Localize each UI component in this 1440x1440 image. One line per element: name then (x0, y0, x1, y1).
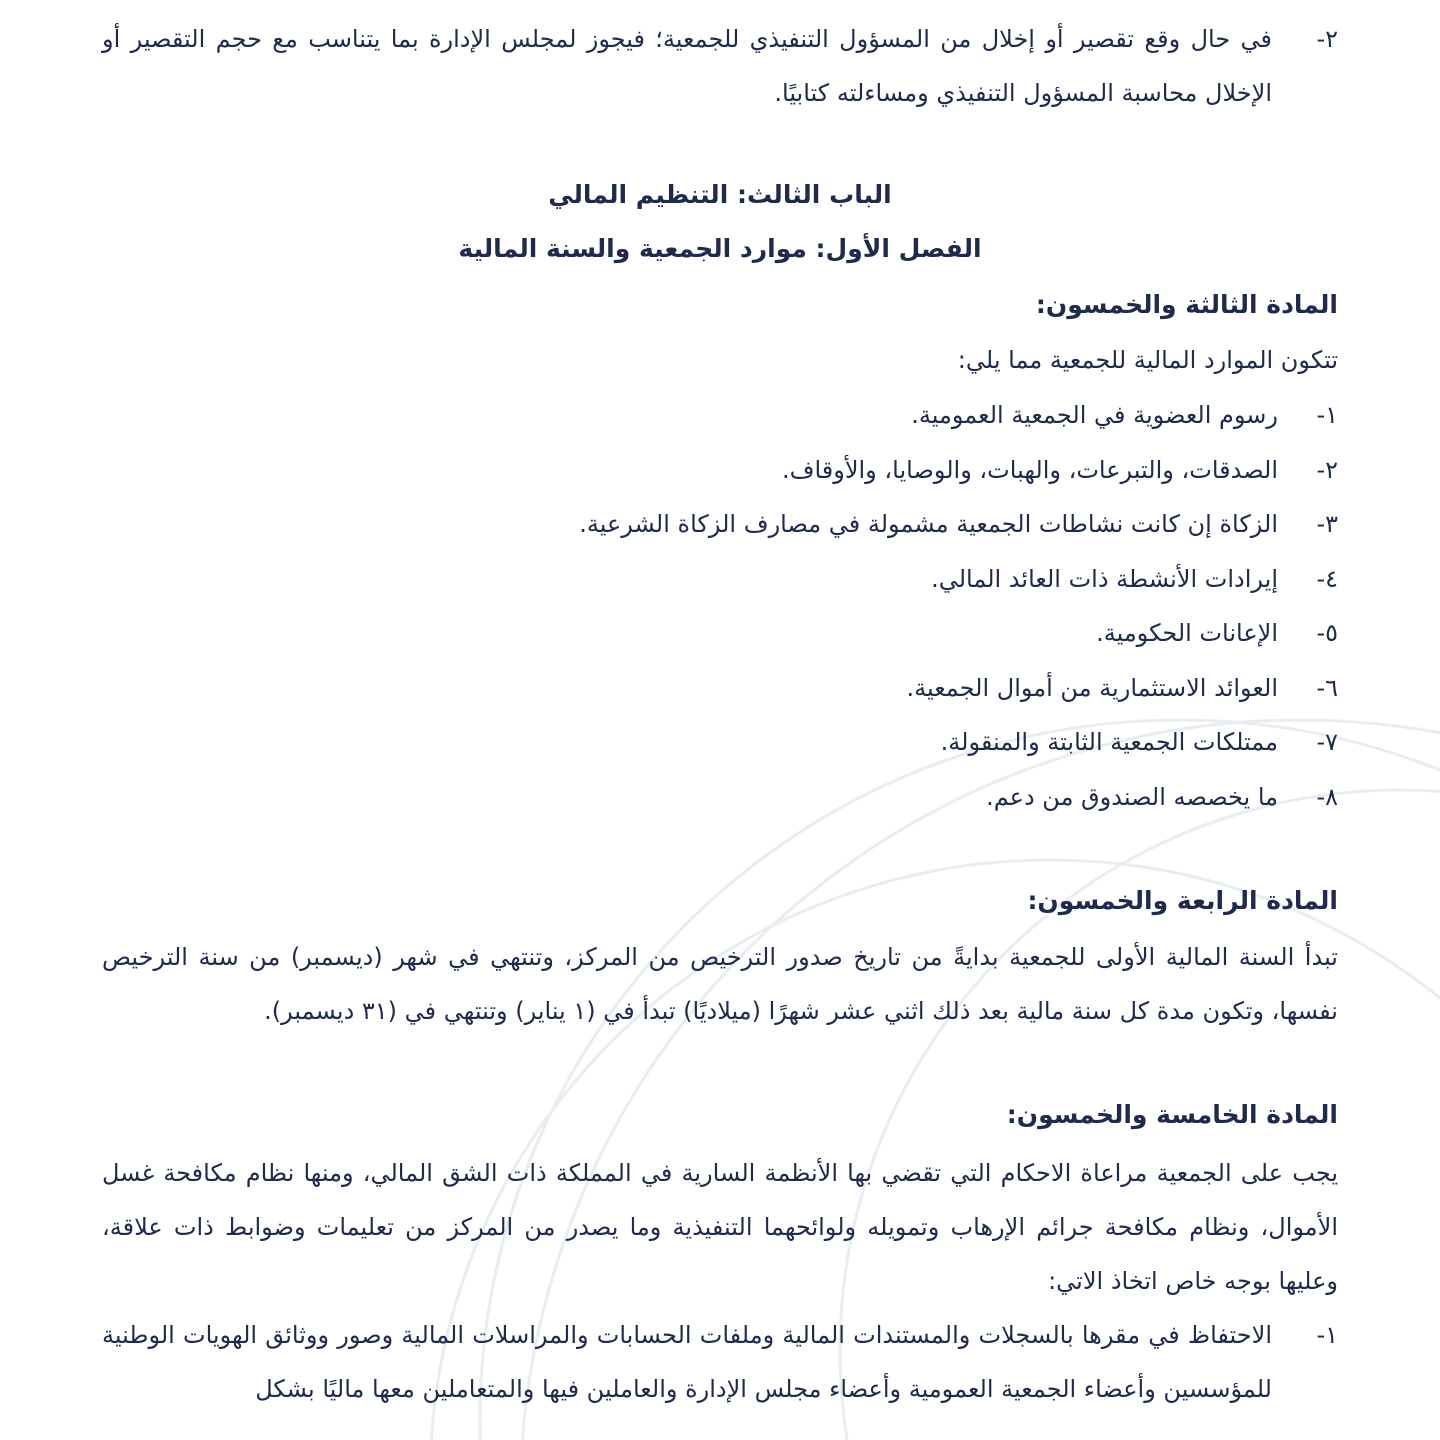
item-text: في حال وقع تقصير أو إخلال من المسؤول التنفيذي للجمعية؛ فيجوز لمجلس الإدارة بما يتناسب مع حجم التقصير أو الإخلال محاسبة المسؤول التنفيذي ومساءلته كتابيًا. (102, 25, 1272, 107)
item-text: ممتلكات الجمعية الثابتة والمنقولة. (940, 728, 1278, 756)
list-item (102, 606, 1338, 661)
item-text: رسوم العضوية في الجمعية العمومية. (911, 401, 1278, 429)
item-number: ٣- (1316, 510, 1338, 538)
list-item (102, 443, 1338, 498)
article-55-title: المادة الخامسة والخمسون: (1006, 1100, 1338, 1129)
list-item (102, 770, 1338, 825)
list-item (102, 715, 1338, 770)
item-number: ٧- (1316, 728, 1338, 756)
item-number: ٨- (1316, 782, 1338, 811)
list-item (102, 497, 1338, 552)
chapter-title: الفصل الأول: موارد الجمعية والسنة المالية (458, 234, 982, 263)
item-number: ٤- (1316, 564, 1338, 593)
item-text: العوائد الاستثمارية من أموال الجمعية. (906, 673, 1278, 702)
article-55-list-item (102, 1308, 1338, 1416)
item-text: الصدقات، والتبرعات، والهبات، والوصايا، والأوقاف. (781, 455, 1278, 484)
resources-list (102, 388, 1338, 824)
item-number: ١- (1316, 401, 1338, 429)
list-item (102, 388, 1338, 443)
list-item (102, 661, 1338, 716)
article-54-text: تبدأ السنة المالية الأولى للجمعية بدايةً من تاريخ صدور الترخيص من المركز، وتنتهي في شهر (ديسمبر) من سنة الترخيص نفسها، وتكون مدة كل سنة مالية بعد ذلك اثني عشر شهرًا (ميلاديًا) تبدأ في (١ يناير) وتنتهي في (٣١ ديسمبر). (102, 943, 1338, 1025)
item-text: الزكاة إن كانت نشاطات الجمعية مشمولة في مصارف الزكاة الشرعية. (579, 510, 1278, 538)
article-53-title: المادة الثالثة والخمسون: (1035, 290, 1338, 319)
item-number: ٢- (1316, 25, 1338, 53)
item-number: ١- (1316, 1321, 1338, 1349)
list-item (102, 552, 1338, 607)
article-55-text: يجب على الجمعية مراعاة الاحكام التي تقضي بها الأنظمة السارية في المملكة ذات الشق المالي، ومنها نظام مكافحة غسل الأموال، ونظام مكافحة جرائم الإرهاب وتمويله ولوائحهما التنفيذية وما يصدر من المركز من تعليمات وضوابط ذات علاقة، وعليها بوجه خاص اتخاذ الاتي: (102, 1159, 1338, 1295)
intro-list-item (102, 12, 1338, 120)
item-text: الاحتفاظ في مقرها بالسجلات والمستندات المالية وملفات الحسابات والمراسلات المالية وصور ووثائق الهويات الوطنية للمؤسسين وأعضاء الجمعية العمومية وأعضاء مجلس الإدارة والعاملين فيها والمتعاملين معها ماليًا بشكل (102, 1321, 1272, 1403)
item-text: إيرادات الأنشطة ذات العائد المالي. (931, 564, 1278, 593)
article-53-lead: تتكون الموارد المالية للجمعية مما يلي: (957, 346, 1338, 374)
item-text: ما يخصصه الصندوق من دعم. (986, 782, 1278, 811)
item-number: ٥- (1316, 619, 1338, 647)
article-54-title: المادة الرابعة والخمسون: (1027, 886, 1338, 915)
part-title: الباب الثالث: التنظيم المالي (548, 180, 892, 209)
item-number: ٢- (1316, 455, 1338, 484)
item-number: ٦- (1316, 673, 1338, 702)
item-text: الإعانات الحكومية. (1096, 619, 1278, 647)
